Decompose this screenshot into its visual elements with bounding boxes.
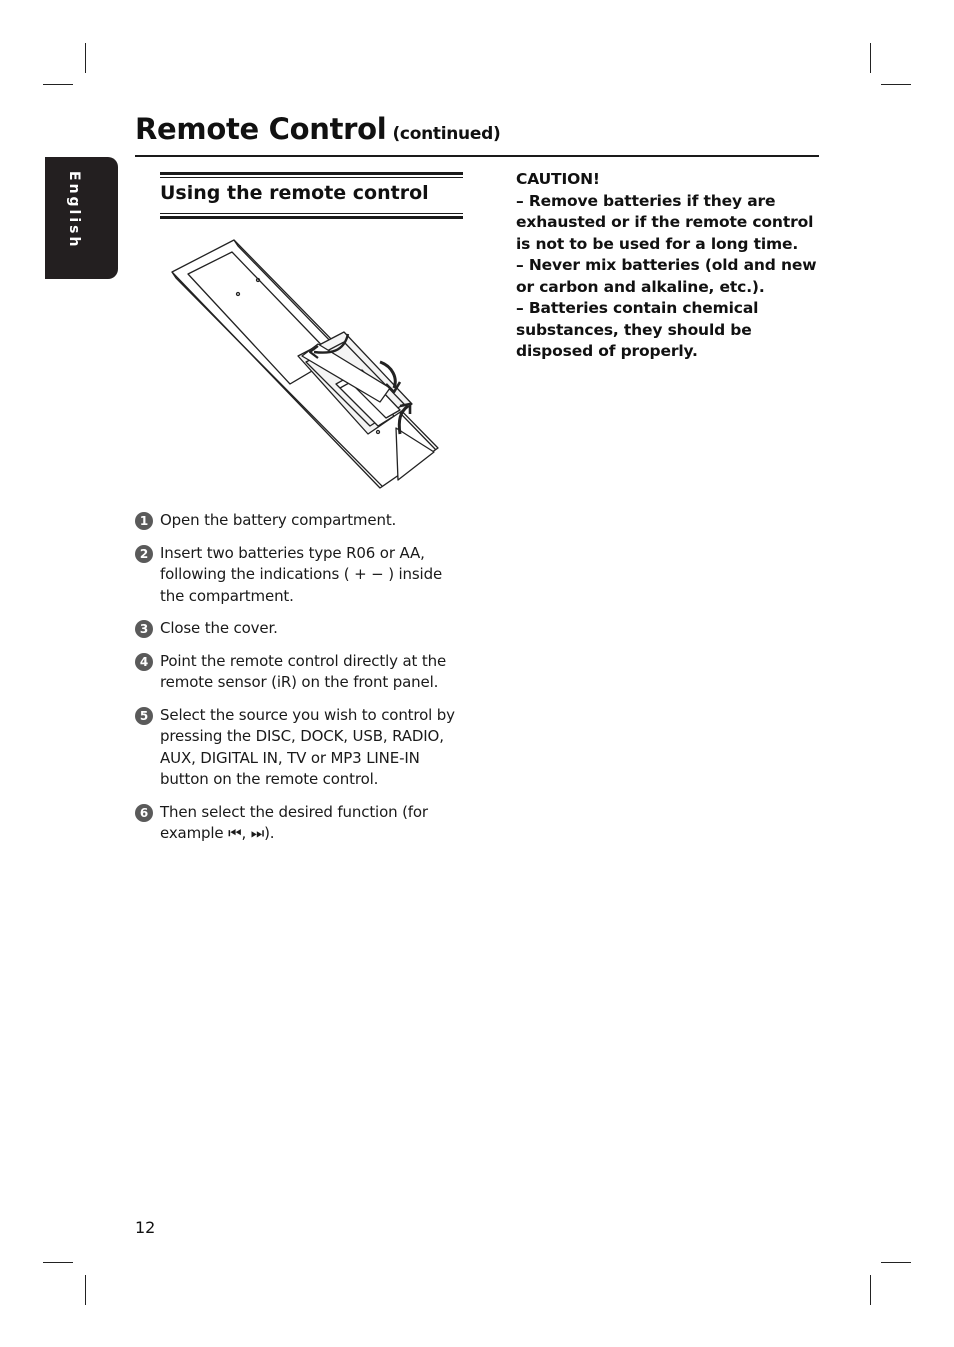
list-item bbox=[135, 651, 465, 694]
step-text: Then select the desired function (for example ⏮, ⏭). bbox=[160, 802, 428, 842]
language-tab: English bbox=[45, 157, 118, 279]
section-rule-top bbox=[160, 172, 463, 175]
step-text: Point the remote control directly at the remote sensor (iR) on the front panel. bbox=[160, 651, 447, 691]
crop-mark bbox=[85, 1275, 86, 1305]
caution-item: – Remove batteries if they are exhausted or if the remote control is not to be used for a long time. bbox=[516, 191, 814, 253]
section-rule-bottom-thin bbox=[160, 213, 463, 214]
title-rule bbox=[135, 155, 819, 157]
page-title bbox=[135, 112, 500, 146]
list-item bbox=[135, 543, 465, 608]
crop-mark bbox=[85, 43, 86, 73]
step-number-badge: 1 bbox=[135, 512, 153, 530]
section-rule-bottom bbox=[160, 216, 463, 219]
crop-mark bbox=[43, 1262, 73, 1263]
caution-item: – Batteries contain chemical substances, they should be disposed of properly. bbox=[516, 299, 759, 360]
list-item bbox=[135, 705, 465, 791]
step-text: Insert two batteries type R06 or AA, following the indications ( + − ) inside the compartment. bbox=[160, 543, 443, 605]
crop-mark bbox=[881, 1262, 911, 1263]
step-text: Select the source you wish to control by pressing the DISC, DOCK, USB, RADIO, AUX, DIGITAL IN, TV or MP3 LINE-IN button on the remote control. bbox=[160, 705, 455, 788]
caution-box bbox=[516, 169, 820, 363]
section-title: Using the remote control bbox=[160, 182, 429, 204]
page-title-continued: (continued) bbox=[392, 124, 501, 144]
list-item bbox=[135, 618, 465, 640]
instruction-steps bbox=[135, 510, 465, 856]
list-item bbox=[135, 802, 465, 845]
step-text: Open the battery compartment. bbox=[160, 511, 397, 529]
crop-mark bbox=[881, 84, 911, 85]
crop-mark bbox=[43, 84, 73, 85]
crop-mark bbox=[870, 1275, 871, 1305]
step-number-badge: 5 bbox=[135, 707, 153, 725]
step-number-badge: 3 bbox=[135, 620, 153, 638]
page-number: 12 bbox=[135, 1218, 156, 1237]
step-text: Close the cover. bbox=[160, 619, 278, 637]
caution-item: – Never mix batteries (old and new or carbon and alkaline, etc.). bbox=[516, 256, 817, 296]
step-number-badge: 6 bbox=[135, 804, 153, 822]
page-title-text: Remote Control bbox=[135, 112, 387, 146]
caution-heading: CAUTION! bbox=[516, 170, 600, 188]
crop-mark bbox=[870, 43, 871, 73]
step-number-badge: 2 bbox=[135, 545, 153, 563]
remote-control-illustration bbox=[168, 236, 448, 491]
list-item bbox=[135, 510, 465, 532]
section-rule-top-thin bbox=[160, 177, 463, 178]
step-number-badge: 4 bbox=[135, 653, 153, 671]
